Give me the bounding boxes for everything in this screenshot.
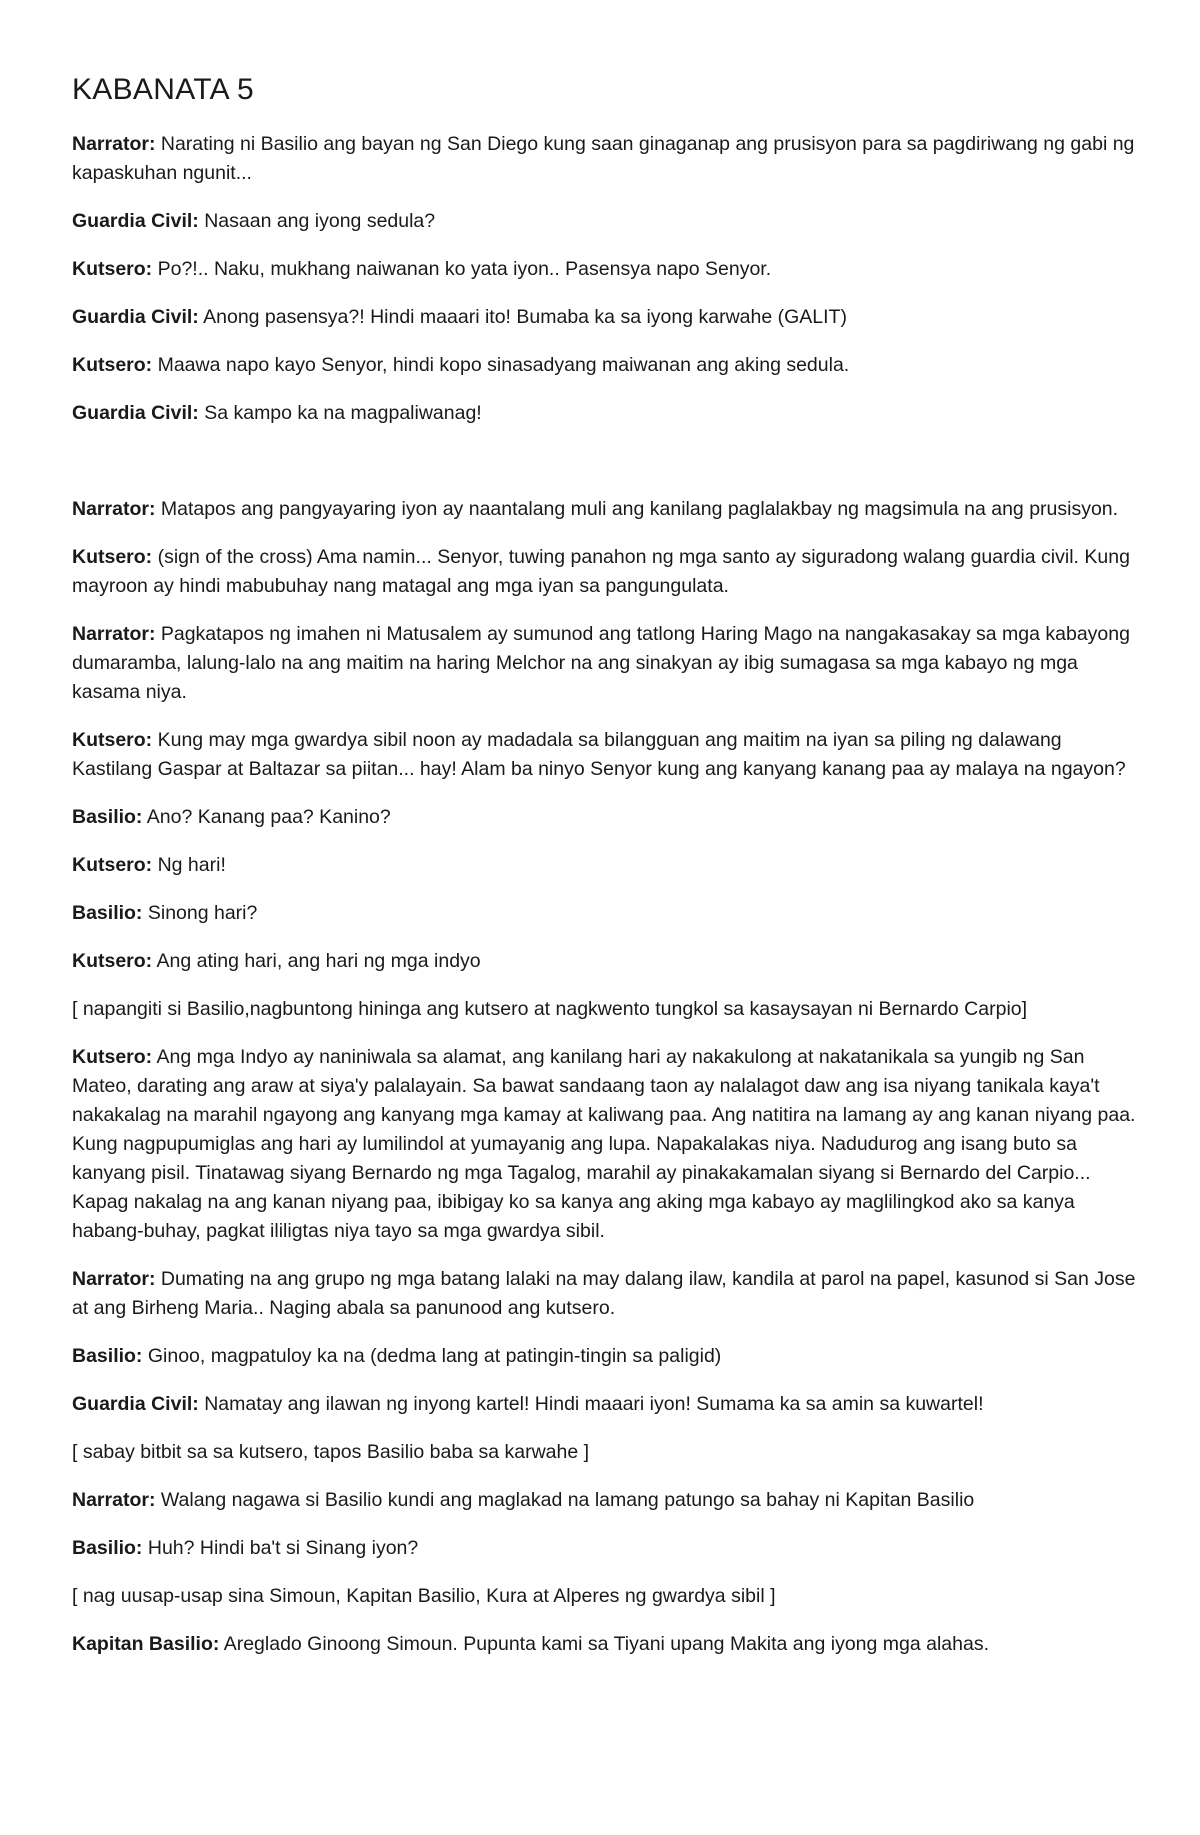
speaker-name: Kutsero: [72, 729, 153, 751]
dialogue-line [72, 543, 1140, 601]
dialogue-line [72, 1390, 1140, 1419]
dialogue-text: Ng hari! [152, 854, 226, 876]
dialogue-text: Narating ni Basilio ang bayan ng San Diego kung saan ginaganap ang prusisyon para sa pagdiriwang ng gabi ng kapaskuhan ngunit... [72, 133, 1135, 184]
dialogue-line [72, 726, 1140, 784]
dialogue-line [72, 899, 1140, 928]
dialogue-line [72, 1534, 1140, 1563]
dialogue-text: Anong pasensya?! Hindi maaari ito! Bumaba ka sa iyong karwahe (GALIT) [198, 306, 847, 328]
dialogue-text: Ang ating hari, ang hari ng mga indyo [152, 950, 481, 972]
speaker-name: Guardia Civil: [72, 306, 199, 328]
speaker-name: Narrator: [72, 133, 156, 155]
dialogue-line [72, 620, 1140, 707]
dialogue-text: Matapos ang pangyayaring iyon ay naantalang muli ang kanilang paglalakbay ng magsimula na ang prusisyon. [155, 498, 1119, 520]
dialogue-text: Nasaan ang iyong sedula? [198, 210, 436, 232]
dialogue-text: Areglado Ginoong Simoun. Pupunta kami sa Tiyani upang Makita ang iyong mga alahas. [219, 1633, 990, 1655]
speaker-name: Kutsero: [72, 854, 153, 876]
section-gap [72, 447, 1140, 495]
dialogue-line [72, 1582, 1140, 1611]
dialogue-text: Kung may mga gwardya sibil noon ay madadala sa bilangguan ang maitim na iyan sa piling ng dalawang Kastilang Gaspar at Baltazar sa piitan... hay! Alam ba ninyo Senyor kung ang kanyang kanang paa ay malaya na ngayon? [72, 729, 1126, 780]
speaker-name: Kutsero: [72, 258, 153, 280]
document-page [72, 70, 1140, 1678]
speaker-name: Narrator: [72, 498, 156, 520]
dialogue-line [72, 399, 1140, 428]
dialogue-line [72, 495, 1140, 524]
dialogue-line [72, 303, 1140, 332]
dialogue-line [72, 255, 1140, 284]
dialogue-text: Huh? Hindi ba't si Sinang iyon? [142, 1537, 419, 1559]
dialogue-line [72, 851, 1140, 880]
speaker-name: Narrator: [72, 623, 156, 645]
dialogue-line [72, 1438, 1140, 1467]
dialogue-text: (sign of the cross) Ama namin... Senyor, tuwing panahon ng mga santo ay siguradong walang guardia civil. Kung mayroon ay hindi mabubuhay nang matagal ang mga iyan sa pangungulata. [72, 546, 1130, 597]
dialogue-line [72, 351, 1140, 380]
dialogue-text: Walang nagawa si Basilio kundi ang maglakad na lamang patungo sa bahay ni Kapitan Basilio [155, 1489, 975, 1511]
speaker-name: Kapitan Basilio: [72, 1633, 220, 1655]
dialogue-line [72, 1630, 1140, 1659]
speaker-name: Narrator: [72, 1489, 156, 1511]
dialogue-text: [ nag uusap-usap sina Simoun, Kapitan Basilio, Kura at Alperes ng gwardya sibil ] [72, 1585, 776, 1607]
dialogue-line [72, 803, 1140, 832]
speaker-name: Guardia Civil: [72, 1393, 199, 1415]
dialogue-text: Ano? Kanang paa? Kanino? [142, 806, 391, 828]
dialogue-text: Po?!.. Naku, mukhang naiwanan ko yata iyon.. Pasensya napo Senyor. [152, 258, 772, 280]
dialogue-text: [ sabay bitbit sa sa kutsero, tapos Basilio baba sa karwahe ] [72, 1441, 590, 1463]
dialogue-line [72, 995, 1140, 1024]
dialogue-text: Pagkatapos ng imahen ni Matusalem ay sumunod ang tatlong Haring Mago na nangakasakay sa mga kabayong dumaramba, lalung-lalo na ang maitim na haring Melchor na ang sinakyan ay ibig sumagasa sa mga kabayo ng mga kasama niya. [72, 623, 1130, 703]
dialogue-line [72, 130, 1140, 188]
dialogue-list [72, 130, 1140, 1659]
dialogue-text: Sa kampo ka na magpaliwanag! [198, 402, 482, 424]
speaker-name: Guardia Civil: [72, 210, 199, 232]
chapter-title: KABANATA 5 [72, 73, 254, 106]
dialogue-line [72, 1342, 1140, 1371]
dialogue-line [72, 207, 1140, 236]
dialogue-text: [ napangiti si Basilio,nagbuntong hininga ang kutsero at nagkwento tungkol sa kasaysayan ni Bernardo Carpio] [72, 998, 1028, 1020]
dialogue-text: Namatay ang ilawan ng inyong kartel! Hindi maaari iyon! Sumama ka sa amin sa kuwartel! [198, 1393, 984, 1415]
speaker-name: Basilio: [72, 1537, 143, 1559]
speaker-name: Kutsero: [72, 1046, 153, 1068]
dialogue-line [72, 1486, 1140, 1515]
speaker-name: Narrator: [72, 1268, 156, 1290]
speaker-name: Kutsero: [72, 950, 153, 972]
dialogue-text: Dumating na ang grupo ng mga batang lalaki na may dalang ilaw, kandila at parol na papel, kasunod si San Jose at ang Birheng Maria.. Naging abala sa panunood ang kutsero. [72, 1268, 1136, 1319]
speaker-name: Guardia Civil: [72, 402, 199, 424]
speaker-name: Kutsero: [72, 354, 153, 376]
dialogue-text: Ang mga Indyo ay naniniwala sa alamat, ang kanilang hari ay nakakulong at nakatanikala sa yungib ng San Mateo, darating ang araw at siya'y palalayain. Sa bawat sandaang taon ay nalalagot daw ang isa niyang tanikala kaya't nakakalag na marahil ngayong ang kanyang mga kamay at kaliwang paa. Ang natitira na lamang ay ang kanan niyang paa. Kung nagpupumiglas ang hari ay lumilindol at yumayanig ang lupa. Napakalakas niya. Nadudurog ang isang buto sa kanyang pisil. Tinatawag siyang Bernardo ng mga Tagalog, marahil ay pinakakamalan siyang si Bernardo del Carpio... Kapag nakalag na ang kanan niyang paa, ibibigay ko sa kanya ang aking mga kabayo ay maglilingkod ako sa kanya habang-buhay, pagkat ililigtas niya tayo sa mga gwardya sibil. [72, 1046, 1136, 1242]
speaker-name: Basilio: [72, 806, 143, 828]
dialogue-line [72, 1265, 1140, 1323]
speaker-name: Basilio: [72, 1345, 143, 1367]
speaker-name: Kutsero: [72, 546, 153, 568]
speaker-name: Basilio: [72, 902, 143, 924]
dialogue-text: Sinong hari? [142, 902, 258, 924]
dialogue-line [72, 947, 1140, 976]
dialogue-text: Ginoo, magpatuloy ka na (dedma lang at patingin-tingin sa paligid) [142, 1345, 722, 1367]
dialogue-text: Maawa napo kayo Senyor, hindi kopo sinasadyang maiwanan ang aking sedula. [152, 354, 850, 376]
dialogue-line [72, 1043, 1140, 1246]
